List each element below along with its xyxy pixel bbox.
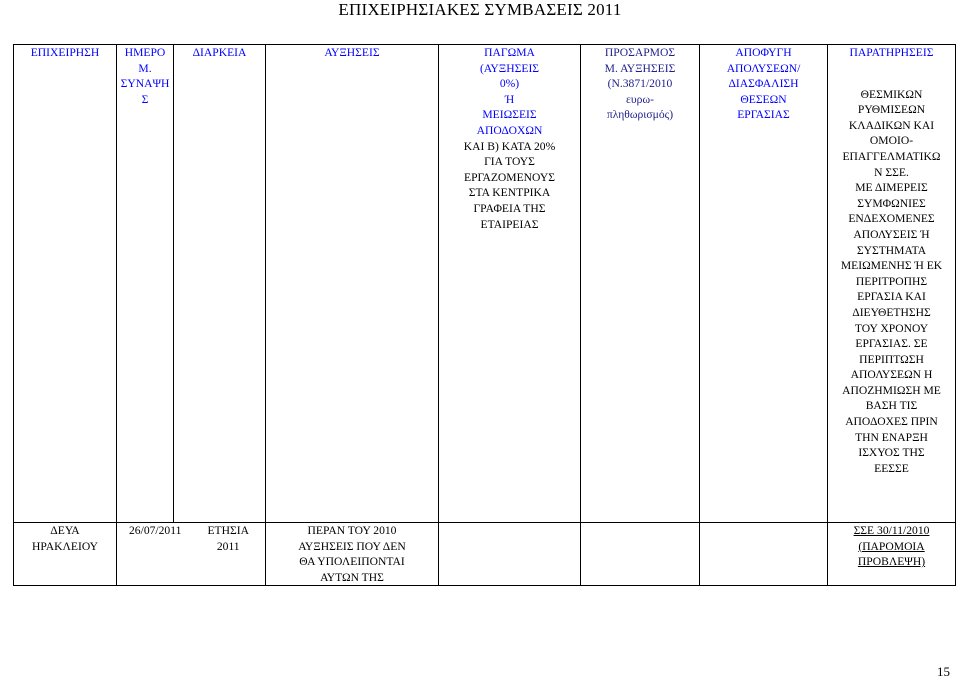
text-line: 0%)	[499, 77, 520, 91]
text-line: ΤΗΝ ΕΝΑΡΞΗ	[855, 430, 928, 444]
text-line: ΤΟΥ ΧΡΟΝΟΥ	[854, 321, 929, 335]
text-line: ΕΡΓΑΣΙΑ ΚΑΙ	[857, 290, 926, 304]
text-line: ΠΡΟΣΑΡΜΟΣ	[604, 46, 676, 59]
text-line: ΠΕΡΑΝ ΤΟΥ 2010	[307, 524, 397, 537]
raises-cell	[266, 523, 439, 586]
header-date-cell	[117, 45, 174, 523]
freeze-cell	[439, 523, 581, 586]
text-line: ΜΕΙΩΜΕΝΗΣ Ή ΕΚ	[840, 259, 943, 273]
agreement-duration	[207, 523, 249, 554]
text-line: ΕΕΣΣΕ	[874, 461, 909, 475]
text-line: ΕΠΑΓΓΕΛΜΑΤΙΚΩ	[842, 149, 941, 163]
text-line: ΓΙΑ ΤΟΥΣ	[484, 155, 535, 169]
company-cell	[14, 523, 117, 586]
page-number: 15	[937, 664, 950, 679]
header-remarks	[830, 45, 953, 61]
text-line: ΠΑΡΑΤΗΡΗΣΕΙΣ	[849, 46, 934, 59]
text-line: ΣΥΜΦΩΝΙΕΣ	[857, 196, 926, 210]
text-line: Ή	[504, 92, 515, 106]
text-line: ΘΑ ΥΠΟΛΕΙΠΟΝΤΑΙ	[299, 555, 405, 569]
text-line: ΚΛΑΔΙΚΩΝ ΚΑΙ	[848, 118, 935, 132]
header-duration	[176, 45, 263, 61]
text-line: ΑΥΞΗΣΕΙΣ	[324, 46, 380, 59]
text-line: ΑΠΟΦΥΓΗ	[735, 46, 792, 59]
header-adjusted	[583, 45, 697, 123]
text-line: ΡΥΘΜΙΣΕΩΝ	[857, 103, 926, 117]
text-line: ΣΥΣΤΗΜΑΤΑ	[856, 243, 927, 257]
text-line: ΗΜΕΡΟ	[124, 46, 166, 59]
text-line: ΣΤΑ ΚΕΝΤΡΙΚΑ	[468, 186, 551, 200]
text-line: ΒΑΣΗ ΤΙΣ	[865, 399, 918, 413]
header-avoid-layoffs-cell	[700, 45, 828, 523]
text-line: ΕΡΓΑΣΙΑΣ	[737, 108, 790, 122]
text-line: ΜΕ ΔΙΜΕΡΕΙΣ	[855, 181, 928, 195]
text-line: ΑΠΟΛΥΣΕΩΝ/	[726, 61, 801, 75]
agreements-table	[13, 44, 956, 586]
remarks-continuation-text	[830, 87, 953, 477]
header-adjusted-cell	[581, 45, 700, 523]
text-line: ΔΙΑΡΚΕΙΑ	[192, 46, 247, 59]
text-line: ΔΙΑΣΦΑΛΙΣΗ	[728, 77, 799, 91]
header-freeze-cell	[439, 45, 581, 523]
avoid-layoffs-cell	[700, 523, 828, 586]
text-line: ΑΠΟΔΟΧΕΣ ΠΡΙΝ	[845, 415, 938, 429]
raises-text	[268, 523, 436, 585]
text-line: ΓΡΑΦΕΙΑ ΤΗΣ	[473, 201, 546, 215]
header-date	[119, 45, 171, 107]
text-line: ΘΕΣΜΙΚΩΝ	[860, 87, 923, 101]
text-line: Μ.	[138, 61, 152, 75]
header-raises	[268, 45, 436, 61]
text-line: Μ. ΑΥΞΗΣΕΙΣ	[604, 61, 676, 75]
text-line: ΕΡΓΑΖΟΜΕΝΟΥΣ	[464, 170, 555, 184]
text-line: ΣΣΕ 30/11/2010	[853, 524, 930, 537]
text-line: ΔΕΥΑ	[50, 524, 80, 537]
remarks-cell	[828, 523, 956, 586]
text-line: ΕΝΔΕΧΟΜΕΝΕΣ	[848, 212, 935, 226]
company-name	[16, 523, 114, 554]
text-line: ΑΠΟΛΥΣΕΙΣ Ή	[853, 227, 930, 241]
header-row	[14, 45, 956, 523]
text-line: ΗΡΑΚΛΕΙΟΥ	[31, 539, 99, 553]
adjusted-cell	[581, 523, 700, 586]
text-line: ΑΠΟΛΥΣΕΩΝ Η	[850, 368, 933, 382]
text-line: ευρω-	[626, 92, 654, 106]
header-company	[16, 45, 114, 61]
header-avoid-layoffs	[702, 45, 825, 123]
text-line: ΙΣΧΥΟΣ ΤΗΣ	[858, 446, 925, 460]
text-line: ΠΡΟΒΛΕΨΗ)	[857, 555, 926, 569]
text-line: ΠΑΓΩΜΑ	[484, 46, 535, 59]
text-line: ΕΤΗΣΙΑ	[207, 524, 249, 537]
text-line: Ν ΣΣΕ.	[874, 165, 909, 179]
table-row	[14, 523, 956, 586]
text-line: (ΑΥΞΗΣΕΙΣ	[479, 61, 540, 75]
text-line: ΑΥΤΩΝ ΤΗΣ	[320, 570, 384, 584]
agreement-date: 26/07/2011	[129, 524, 182, 537]
text-line: ΘΕΣΕΩΝ	[740, 92, 787, 106]
text-line: ΑΠΟΖΗΜΙΩΣΗ ΜΕ	[842, 383, 941, 397]
text-line: ΑΠΟΔΟΧΩΝ	[476, 123, 543, 137]
text-line: Σ	[141, 92, 149, 106]
page-title: ΕΠΙΧΕΙΡΗΣΙΑΚΕΣ ΣΥΜΒΑΣΕΙΣ 2011	[338, 0, 622, 19]
header-remarks-cell	[828, 45, 956, 523]
text-line: πληθωρισμός)	[606, 108, 674, 122]
header-company-cell	[14, 45, 117, 523]
text-line: ΟΜΟΙΟ-	[869, 134, 914, 148]
header-freeze	[441, 45, 578, 139]
text-line: ΜΕΙΩΣΕΙΣ	[482, 108, 537, 122]
text-line: ΠΕΡΙΤΡΟΠΗΣ	[855, 274, 928, 288]
text-line: ΔΙΕΥΘΕΤΗΣΗΣ	[852, 305, 931, 319]
text-line: (Ν.3871/2010	[607, 77, 673, 91]
remarks-text	[830, 523, 953, 570]
freeze-continuation-text	[441, 139, 578, 233]
text-line: ΠΕΡΙΠΤΩΣΗ	[859, 352, 924, 366]
text-line: ΕΠΙΧΕΙΡΗΣΗ	[30, 46, 100, 59]
text-line: 2011	[216, 539, 240, 553]
text-line: (ΠΑΡΟΜΟΙΑ	[858, 539, 925, 553]
text-line: ΑΥΞΗΣΕΙΣ ΠΟΥ ΔΕΝ	[298, 539, 406, 553]
header-duration-cell	[174, 45, 266, 523]
text-line: ΚΑΙ Β) ΚΑΤΑ 20%	[463, 139, 556, 153]
text-line: ΕΤΑΙΡΕΙΑΣ	[480, 217, 539, 231]
text-line: ΕΡΓΑΣΙΑΣ. ΣΕ	[855, 337, 928, 351]
header-raises-cell	[266, 45, 439, 523]
date-duration-cell	[117, 523, 266, 586]
text-line: ΣΥΝΑΨΗ	[120, 77, 170, 91]
